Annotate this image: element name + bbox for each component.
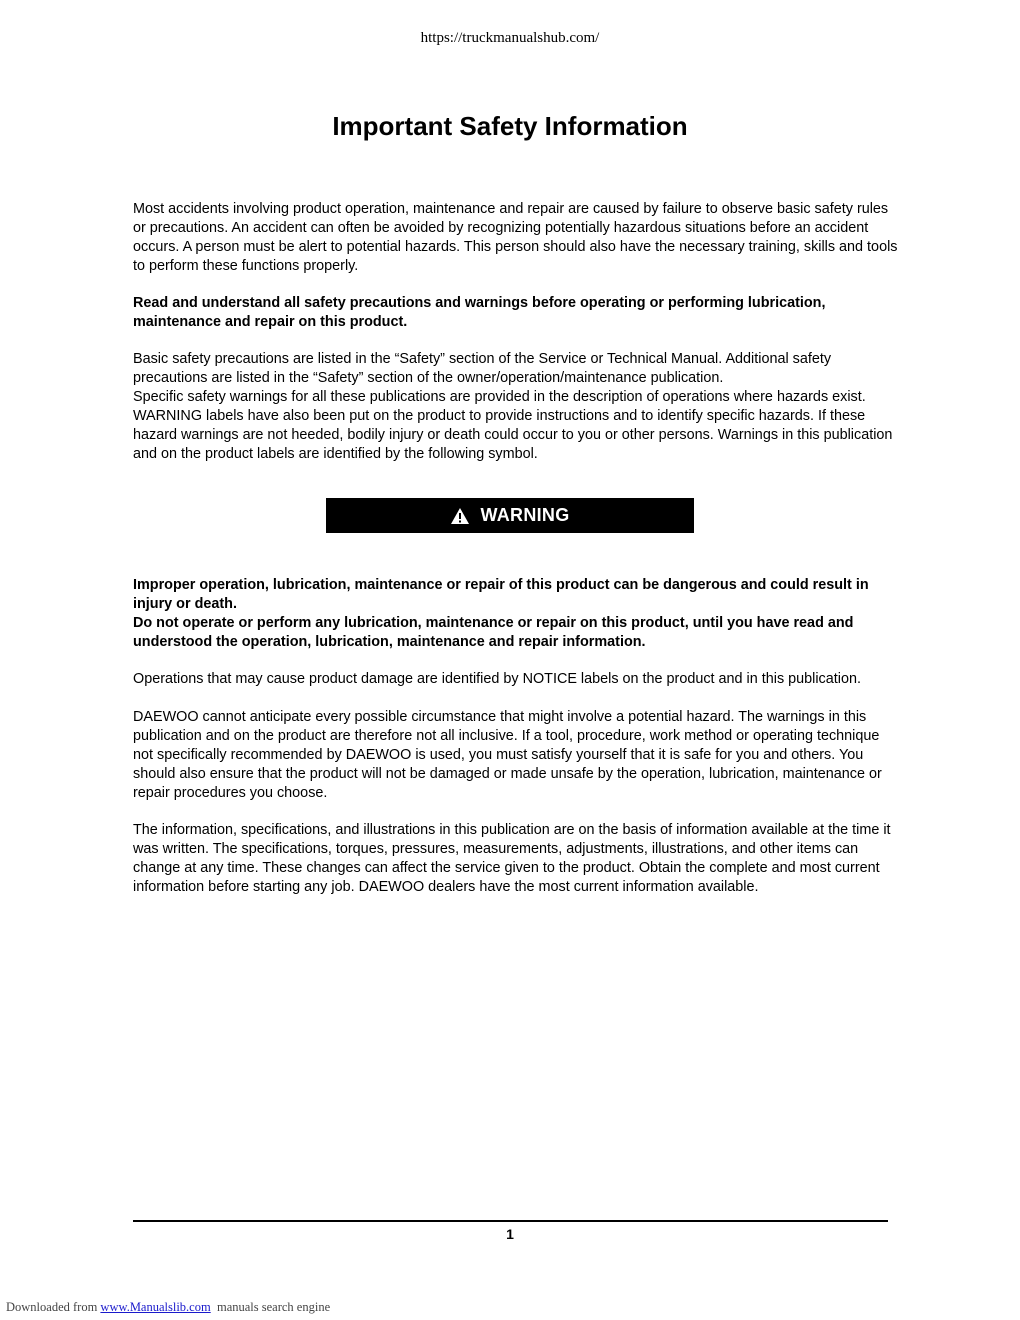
- improper-operation-paragraph: Improper operation, lubrication, maintenance or repair of this product can be dangerous and could result in injury or death. Do not operate or perform any lubrication, maintenance or repair on this product, until you have read and understood the operation, lubrication, maintenance and repair information.: [133, 577, 869, 650]
- source-url: https://truckmanualshub.com/: [420, 30, 600, 46]
- warning-label: WARNING: [480, 505, 570, 525]
- page-number: 1: [506, 1226, 514, 1242]
- page-title: Important Safety Information: [332, 111, 688, 141]
- warning-triangle-icon: [450, 507, 470, 525]
- read-understand-paragraph: Read and understand all safety precautions and warnings before operating or performing lubrication, maintenance and repair on this product.: [133, 295, 826, 330]
- intro-paragraph: Most accidents involving product operation, maintenance and repair are caused by failure to observe basic safety rules or precautions. An accident can often be avoided by recognizing potentially hazardous situations before an accident occurs. A person must be alert to potential hazards. This person should also have the necessary training, skills and tools to perform these functions properly.: [133, 201, 898, 274]
- notice-paragraph: Operations that may cause product damage are identified by NOTICE labels on the product and in this publication.: [133, 671, 861, 687]
- warning-banner: [326, 498, 694, 533]
- information-paragraph: The information, specifications, and illustrations in this publication are on the basis of information available at the time it was written. The specifications, torques, pressures, measurements, adjustments, illustrations, and other items can change at any time. These changes can affect the service given to the product. Obtain the complete and most current information before starting any job. DAEWOO dealers have the most current information available.: [133, 822, 891, 895]
- download-suffix: manuals search engine: [216, 1300, 331, 1314]
- safety-precautions-paragraph: Basic safety precautions are listed in the “Safety” section of the Service or Technical Manual. Additional safety precautions are listed in the “Safety” section of the owner/operation/maintenance publication. Specific safety warnings for all these publications are provided in the description of operations where hazards exist. WARNING labels have also been put on the product to provide instructions and to identify specific hazards. If these hazard warnings are not heeded, bodily injury or death could occur to you or other persons. Warnings in this publication and on the product labels are identified by the following symbol.: [133, 351, 893, 462]
- download-prefix: Downloaded from: [6, 1300, 98, 1314]
- manualslib-link[interactable]: www.Manualslib.com: [100, 1300, 211, 1314]
- footer-rule: [133, 1220, 888, 1222]
- daewoo-hazard-paragraph: DAEWOO cannot anticipate every possible circumstance that might involve a potential hazard. The warnings in this publication and on the product are therefore not all inclusive. If a tool, procedure, work method or operating technique not specifically recommended by DAEWOO is used, you must satisfy yourself that it is safe for you and others. You should also ensure that the product will not be damaged or made unsafe by the operation, lubrication, maintenance or repair procedures you choose.: [133, 709, 882, 801]
- download-note: [6, 1299, 330, 1315]
